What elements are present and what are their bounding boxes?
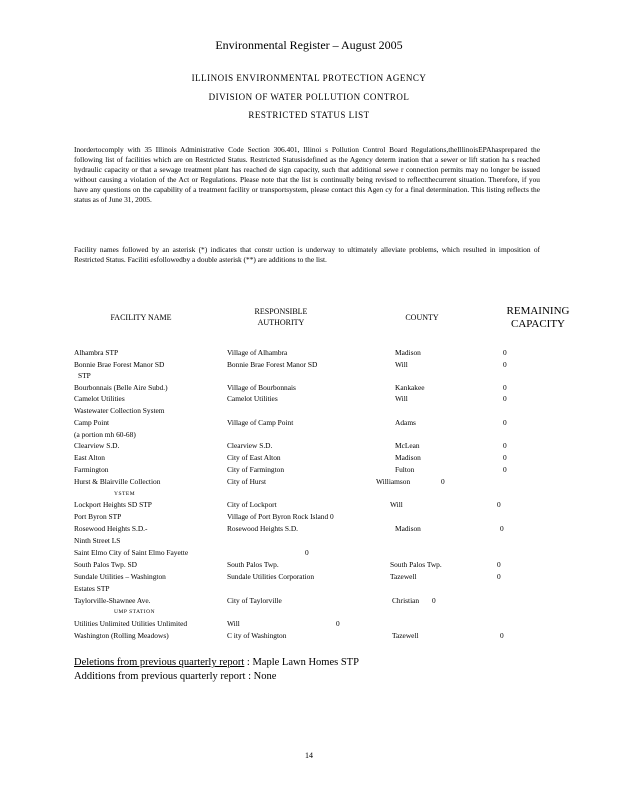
table-row-capacity: 0 [500,631,504,640]
table-row-facility: Bonnie Brae Forest Manor SD [74,360,165,369]
table-row-county: South Palos Twp. [390,560,442,569]
column-header-authority-line1: RESPONSIBLE [254,307,308,316]
column-header-county: COUNTY [405,313,439,322]
deletions-label: Deletions from previous quarterly report [74,657,245,668]
table-row-capacity: 0 [503,441,507,450]
table-row-capacity: 0 [503,394,507,403]
table-row-capacity: 0 [497,500,501,509]
table-row-authority: City of East Alton [227,453,281,462]
table-row-capacity: 0 [503,383,507,392]
table-row-facility: Bourbonnais (Belle Aire Subd.) [74,383,168,392]
asterisk-paragraph: Facility names followed by an asterisk (*) indicates that constr uction is underway to ultimately alleviate problems, which resulted in imposition of Restricted Status. Faciliti esfollowedby a double asterisk (**) are additions to the list. [74,245,540,264]
table-row-authority: City of Hurst [227,477,267,486]
table-row-county: Will [390,500,403,509]
table-row-capacity: 0 [503,418,507,427]
table-row-authority: Bonnie Brae Forest Manor SD [227,360,318,369]
column-header-capacity-line2: CAPACITY [511,318,565,330]
table-row-facility: Farmington [74,465,109,474]
table-row-county: Tazewell [390,572,417,581]
table-row-facility-cont: (a portion mh 60-68) [74,430,136,439]
table-row-authority: C ity of Washington [227,631,287,640]
additions-value: : None [245,671,277,682]
division-name: DIVISION OF WATER POLLUTION CONTROL [208,92,410,102]
table-row-authority: Sundale Utilities Corporation [227,572,315,581]
table-row-facility: Hurst & Blairville Collection [74,477,161,486]
table-row-facility: Saint Elmo City of Saint Elmo Fayette [74,548,189,557]
additions-line [74,670,276,684]
table-row-county: Christian [392,596,420,605]
column-header-capacity-line1: REMAINING [506,305,570,317]
table-row-authority: Clearview S.D. [227,441,273,450]
table-row-county: McLean [395,441,420,450]
table-row-county: Fulton [395,465,415,474]
table-row-facility: Camelot Utilities [74,394,125,403]
table-row-facility-cont: UMP STATION [114,609,156,615]
table-row-facility: East Alton [74,453,105,462]
table-row-facility: Sundale Utilities – Washington [74,572,166,581]
table-row-authority: Village of Bourbonnais [227,383,296,392]
table-row-county: Kankakee [395,383,425,392]
table-row-county: Madison [395,348,421,357]
table-row-county: Madison [395,453,421,462]
table-row-facility: Alhambra STP [74,348,119,357]
table-row-county: Madison [395,524,421,533]
table-row-capacity: 0 [503,453,507,462]
deletions-line [74,656,359,670]
table-row-authority: Village of Camp Point [227,418,294,427]
table-row-facility: Rosewood Heights S.D.- [74,524,148,533]
table-row-authority: City of Lockport [227,500,277,509]
table-row-facility-cont: STP [78,371,91,380]
table-row-facility-cont: Estates STP [74,584,110,593]
table-row-facility: Lockport Heights SD STP [74,500,152,509]
table-row-county: Adams [395,418,416,427]
column-header-facility: FACILITY NAME [110,313,172,322]
table-row-facility: Utilities Unlimited Utilities Unlimited [74,619,188,628]
document-title: Environmental Register – August 2005 [215,38,403,52]
table-row-capacity: 0 [441,477,445,486]
list-title: RESTRICTED STATUS LIST [248,110,370,120]
page-number: 14 [305,751,313,760]
table-row-capacity: 0 [503,465,507,474]
table-row-capacity: 0 [497,572,501,581]
table-row-authority: City of Taylorville [227,596,282,605]
column-header-authority-line2: AUTHORITY [257,318,305,327]
table-row-county: Will [395,360,408,369]
table-row-capacity: 0 [336,619,340,628]
table-row-authority: South Palos Twp. [227,560,279,569]
table-row-capacity: 0 [500,524,504,533]
table-row-authority: Camelot Utilities [227,394,278,403]
table-row-county: Tazewell [392,631,419,640]
table-row-facility: Clearview S.D. [74,441,120,450]
table-row-facility: Camp Point [74,418,110,427]
table-row-authority: Village of Alhambra [227,348,288,357]
deletions-value: : Maple Lawn Homes STP [244,657,359,668]
table-row-county: Williamson [376,477,411,486]
table-row-capacity: 0 [503,360,507,369]
table-row-facility: South Palos Twp. SD [74,560,137,569]
table-row-facility-cont: Wastewater Collection System [74,406,165,415]
agency-name: ILLINOIS ENVIRONMENTAL PROTECTION AGENCY [191,73,427,83]
table-row-facility: Port Byron STP [74,512,122,521]
additions-label: Additions from previous quarterly report [74,671,246,682]
table-row-facility: Washington (Rolling Meadows) [74,631,169,640]
table-row-county: Will [395,394,408,403]
table-row-facility: Taylorville-Shawnee Ave. [74,596,151,605]
table-row-authority: City of Farmington [227,465,285,474]
table-row-authority: Will [227,619,240,628]
intro-paragraph: Inordertocomply with 35 Illinois Administrative Code Section 306.401, Illinoi s Pollution Control Board Regulations,theIllinoisEPAhasprepared the following list of facilities which are on Restricted Status. Restricted Statusisdefined as the Agency determ ination that a sewer or lift station ha s reached hydraulic capacity or that a sewage treatment plant has reached de sign capacity, such that additional sewe r connection permits may no longer be issued without causing a violation of the Act or Regulations. Please note that the list is continually being revised to reflectthecurrent situation. Therefore, if you have any questions on the capability of a treatment facility or transportsystem, please contact this Agen cy for a final determination. This listing reflects the status as of June 31, 2005. [74,145,540,204]
table-row-facility-cont: YSTEM [114,491,136,497]
table-row-capacity: 0 [305,548,309,557]
table-row-authority: Village of Port Byron Rock Island 0 [227,512,334,521]
table-row-facility-cont: Ninth Street LS [74,536,121,545]
table-row-capacity: 0 [497,560,501,569]
table-row-capacity: 0 [503,348,507,357]
table-row-authority: Rosewood Heights S.D. [227,524,299,533]
table-row-capacity: 0 [432,596,436,605]
